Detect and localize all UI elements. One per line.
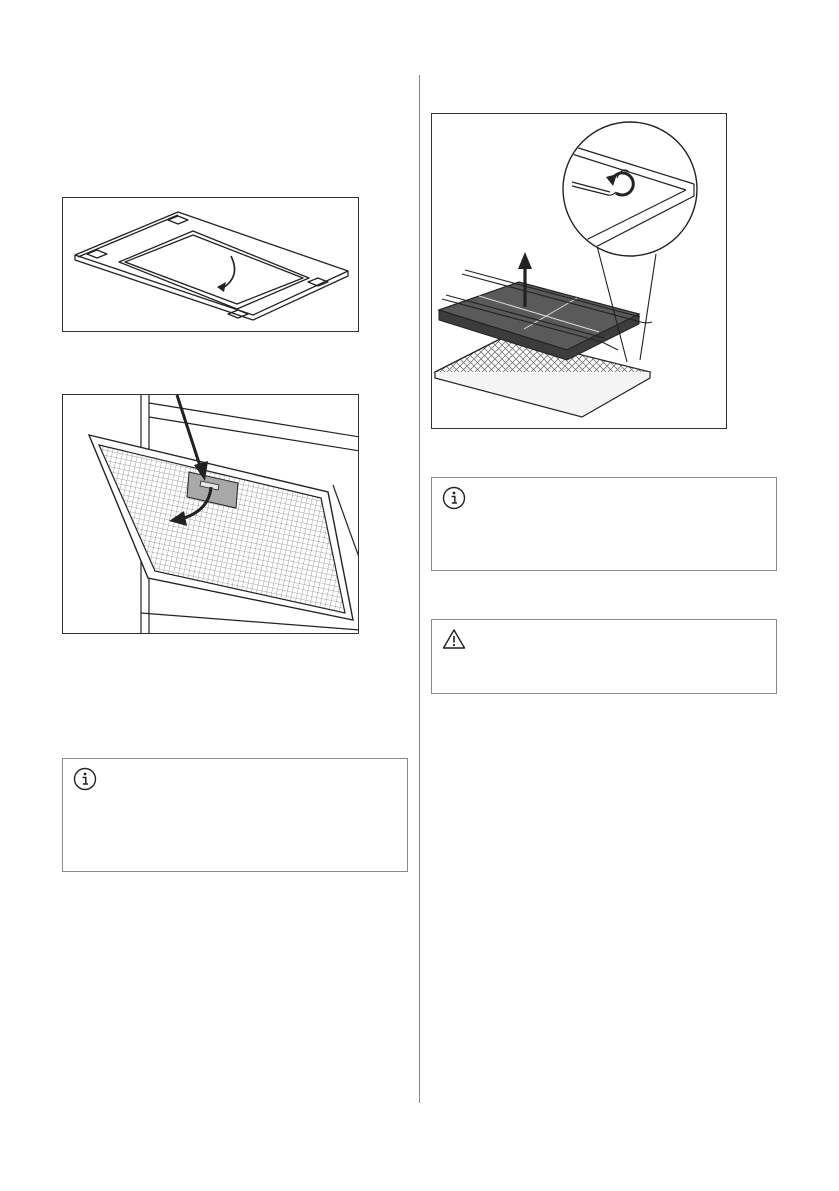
detail-magnifier <box>563 122 697 256</box>
figure-carbon-filter-removal <box>431 113 727 429</box>
hood-underside-illustration <box>63 198 359 332</box>
warning-triangle-icon <box>442 628 466 655</box>
carbon-filter-illustration <box>432 114 727 429</box>
figure-hood-underside <box>62 197 359 332</box>
warning-note-box <box>431 619 777 694</box>
info-note-box-right <box>431 477 777 571</box>
info-icon <box>73 767 97 796</box>
info-note-box-left <box>62 758 408 872</box>
grease-filter-illustration <box>63 395 359 634</box>
column-divider <box>419 75 420 1103</box>
figure-grease-filter-removal <box>62 394 359 634</box>
info-icon <box>442 486 466 515</box>
